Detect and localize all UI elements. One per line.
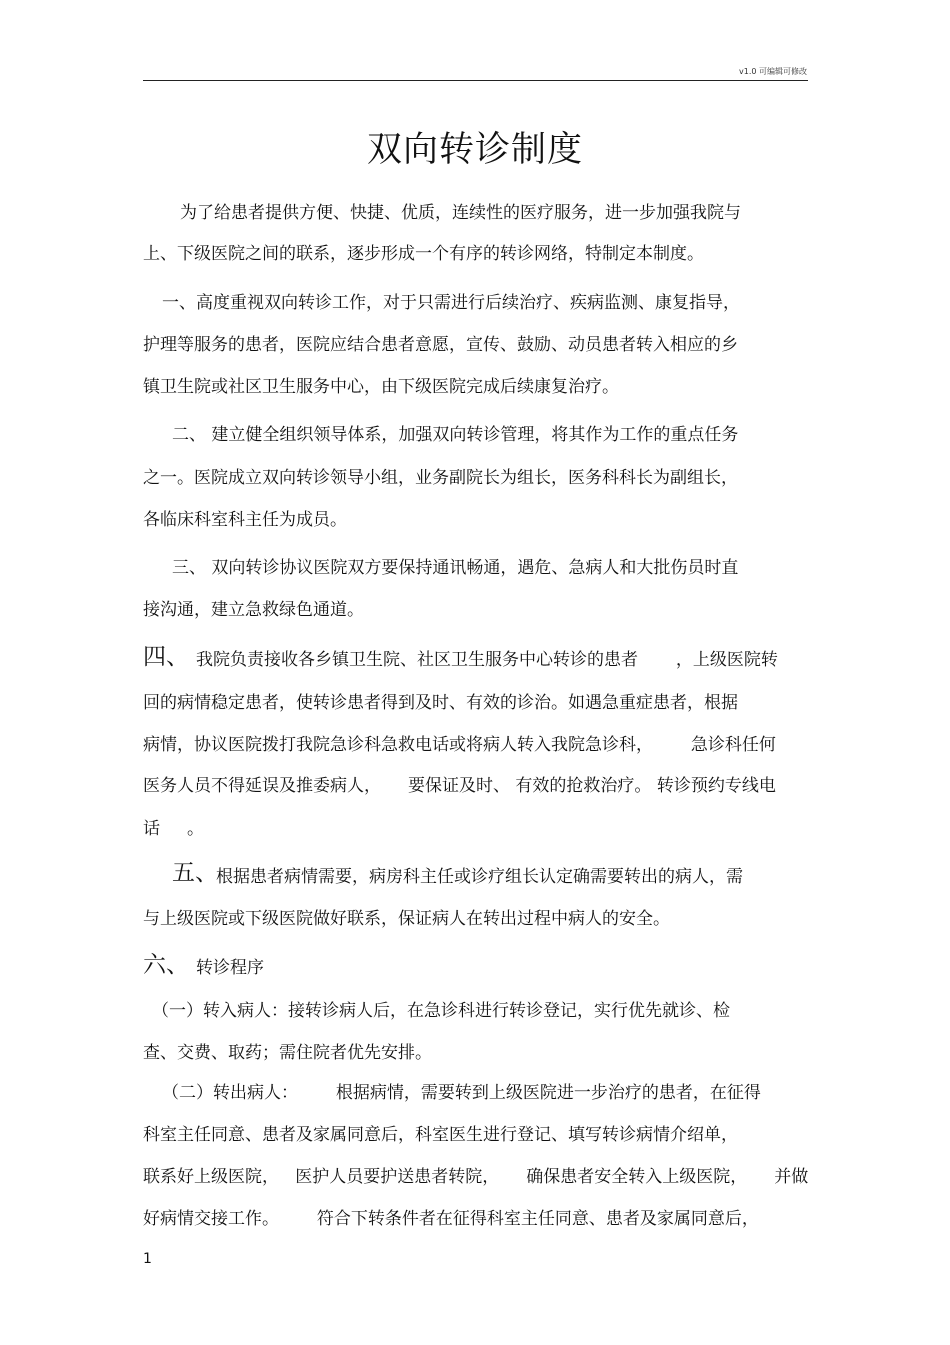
section-4-line-1: 我院负责接收各乡镇卫生院、社区卫生服务中心转诊的患者 ，上级医院转: [196, 650, 778, 670]
section-5-line-2: 与上级医院或下级医院做好联系，保证病人在转出过程中病人的安全。: [143, 909, 670, 929]
section-6-number: 六、: [143, 952, 189, 978]
section-4-line-5: 话 。: [143, 819, 205, 839]
section-3-line-1: 三、 双向转诊协议医院双方要保持通讯畅通，遇危、急病人和大批伤员时直: [172, 558, 739, 578]
section-1-line-3: 镇卫生院或社区卫生服务中心，由下级医院完成后续康复治疗。: [143, 377, 619, 397]
section-4-line-4: 医务人员不得延误及推委病人， 要保证及时、 有效的抢救治疗。 转诊预约专线电: [143, 776, 776, 796]
section-5-number: 五、: [172, 860, 218, 886]
section-4-line-2: 回的病情稳定患者，使转诊患者得到及时、有效的诊治。如遇急重症患者，根据: [143, 693, 738, 713]
section-2-line-3: 各临床科室科主任为成员。: [143, 510, 347, 530]
section-3-line-2: 接沟通，建立急救绿色通道。: [143, 600, 364, 620]
section-6-sub-1-line-2: 查、交费、取药；需住院者优先安排。: [143, 1043, 432, 1063]
section-6-sub-2-line-2: 科室主任同意、患者及家属同意后，科室医生进行登记、填写转诊病情介绍单，: [143, 1125, 738, 1145]
section-5-line-1: 根据患者病情需要，病房科主任或诊疗组长认定确需要转出的病人，需: [216, 867, 743, 887]
section-1-line-2: 护理等服务的患者，医院应结合患者意愿，宣传、鼓励、动员患者转入相应的乡: [143, 335, 738, 355]
section-6-sub-2-line-4: 好病情交接工作。 符合下转条件者在征得科室主任同意、患者及家属同意后，: [143, 1209, 759, 1229]
document-title: 双向转诊制度: [366, 130, 583, 170]
section-6-sub-2-line-3: 联系好上级医院， 医护人员要护送患者转院， 确保患者安全转入上级医院， 并做: [143, 1167, 809, 1187]
section-2-line-2: 之一。医院成立双向转诊领导小组，业务副院长为组长，医务科科长为副组长，: [143, 468, 738, 488]
section-6-sub-1-line-1: （一）转入病人：接转诊病人后，在急诊科进行转诊登记，实行优先就诊、检: [152, 1001, 730, 1021]
section-1-line-1: 一、高度重视双向转诊工作，对于只需进行后续治疗、疾病监测、康复指导，: [162, 293, 740, 313]
intro-line-2: 上、下级医院之间的联系，逐步形成一个有序的转诊网络，特制定本制度。: [143, 244, 704, 264]
section-6-heading: 转诊程序: [196, 958, 264, 978]
section-4-number: 四、: [143, 644, 189, 670]
section-4-line-3: 病情，协议医院拨打我院急诊科急救电话或将病人转入我院急诊科， 急诊科任何: [143, 735, 776, 755]
intro-line-1: 为了给患者提供方便、快捷、优质，连续性的医疗服务，进一步加强我院与: [180, 203, 741, 223]
header-rule: [143, 80, 808, 81]
header-version-text: v1.0 可编辑可修改: [739, 67, 807, 76]
page-number: 1: [143, 1251, 152, 1267]
section-6-sub-2-line-1: （二）转出病人： 根据病情，需要转到上级医院进一步治疗的患者，在征得: [162, 1083, 761, 1103]
section-2-line-1: 二、 建立健全组织领导体系，加强双向转诊管理，将其作为工作的重点任务: [172, 425, 739, 445]
